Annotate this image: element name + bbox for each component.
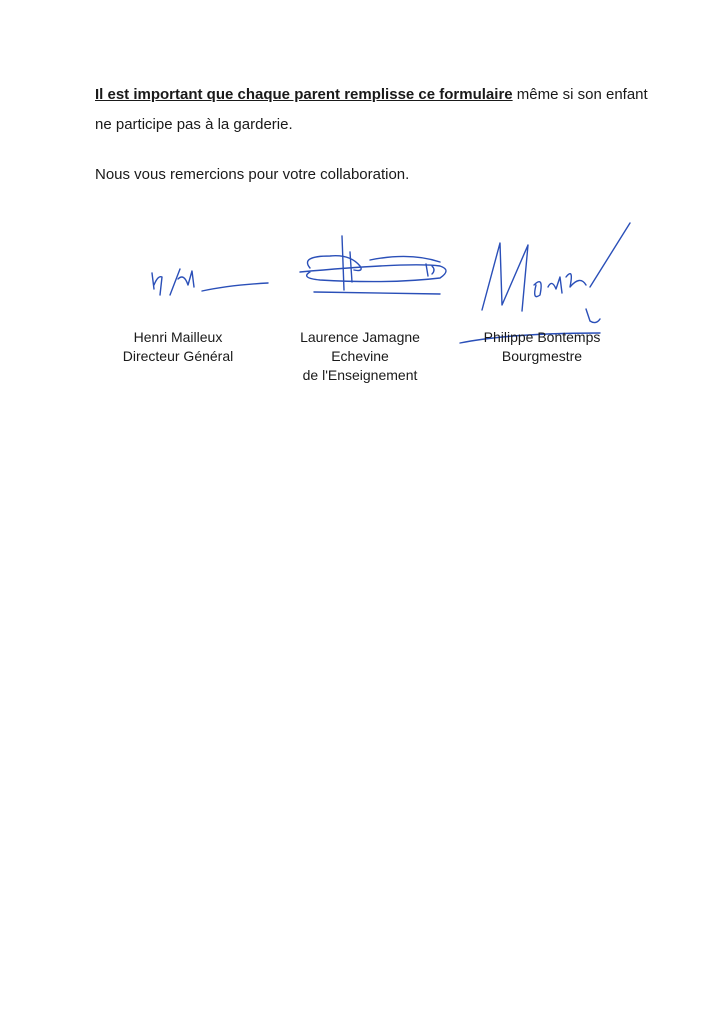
signatory-3: [442, 328, 642, 366]
signatory-title: Bourgmestre: [501, 348, 583, 364]
signature-laurence-jamagne: [290, 232, 460, 302]
important-notice: [95, 80, 655, 140]
important-notice-emphasis: Il est important que chaque parent remplisse ce formulaire: [95, 86, 513, 103]
signatory-2: [260, 328, 460, 385]
signatory-name: Laurence Jamagne: [300, 329, 420, 345]
signatory-title: Directeur Général: [122, 348, 234, 364]
signature-henri-mailleux: [140, 255, 280, 305]
important-notice-rest: même si son enfant ne participe pas à la garderie.: [95, 86, 648, 133]
thanks-line: Nous vous remercions pour votre collaboration.: [95, 166, 410, 183]
signatory-name: Henri Mailleux: [133, 329, 223, 345]
signatory-1: [78, 328, 278, 366]
signatory-title-line2: de l'Enseignement: [302, 367, 418, 383]
signatory-title: Echevine: [331, 348, 389, 364]
signatory-name: Philippe Bontemps: [483, 329, 601, 345]
